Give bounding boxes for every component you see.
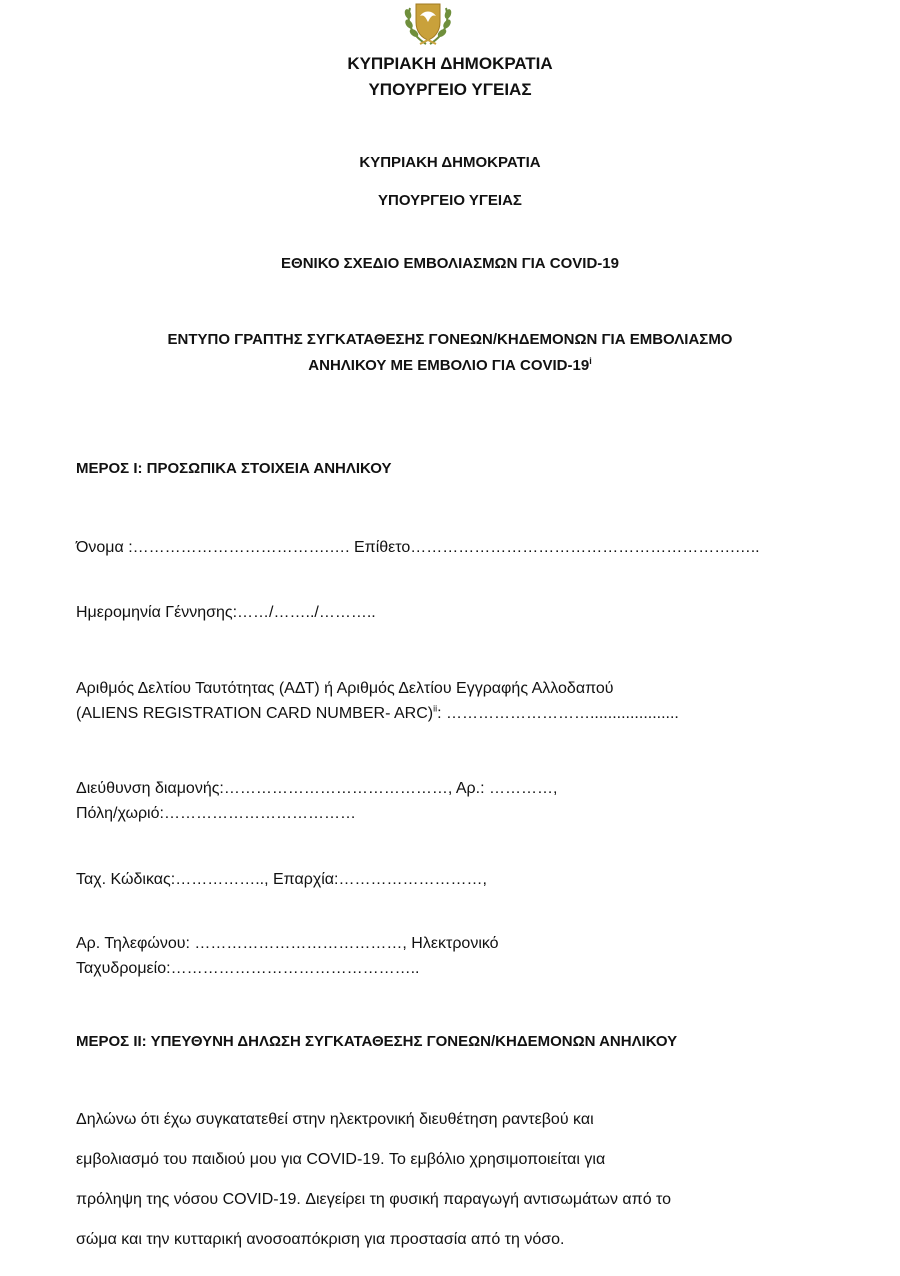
id-number-label: Αριθμός Δελτίου Ταυτότητας (ΑΔΤ) ή Αριθμός Δελτίου Εγγραφής Αλλοδαπού (76, 680, 614, 697)
consent-paragraph-line: Δηλώνω ότι έχω συγκατατεθεί στην ηλεκτρονική διευθέτηση ραντεβού και (76, 1111, 594, 1128)
header-country: ΚΥΠΡΙΑΚΗ ΔΗΜΟΚΡΑΤΙΑ (347, 54, 553, 73)
subheader-ministry: ΥΠΟΥΡΓΕΙΟ ΥΓΕΙΑΣ (378, 192, 522, 209)
date-of-birth-field: Ημερομηνία Γέννησης:……/……../……….. (76, 604, 376, 621)
coat-of-arms-emblem (396, 0, 460, 50)
city-field: Πόλη/χωριό:……………………………… (76, 805, 356, 822)
consent-paragraph-line: σώμα και την κυτταρική ανοσοαπόκριση για προστασία από τη νόσο. (76, 1231, 565, 1248)
part2-heading: ΜΕΡΟΣ ΙΙ: ΥΠΕΥΘΥΝΗ ΔΗΛΩΣΗ ΣΥΓΚΑΤΑΘΕΣΗΣ ΓΟΝΕΩΝ/ΚΗΔΕΜΟΝΩΝ ΑΝΗΛΙΚΟΥ (76, 1033, 678, 1050)
phone-field: Αρ. Τηλεφώνου: …………………………………, Ηλεκτρονικό (76, 935, 499, 952)
name-surname-field: Όνομα :……………………………….…. Επίθετο…………………………………………………….….. (76, 539, 760, 556)
vaccination-plan-title: ΕΘΝΙΚΟ ΣΧΕΔΙΟ ΕΜΒΟΛΙΑΣΜΩΝ ΓΙΑ COVID-19 (281, 255, 619, 272)
postal-district-field: Ταχ. Κώδικας:…………….., Επαρχία:………………………, (76, 871, 487, 888)
form-title-line2: ΑΝΗΛΙΚΟΥ ΜΕ ΕΜΒΟΛΙΟ ΓΙΑ COVID-19$^i$ (308, 356, 592, 374)
arc-number-field: (ALIENS REGISTRATION CARD NUMBER- ARC)$^{ii}$: ……………………….................... (76, 703, 679, 722)
consent-paragraph-line: πρόληψη της νόσου COVID-19. Διεγείρει τη φυσική παραγωγή αντισωμάτων από το (76, 1191, 672, 1208)
form-title-line1: ΕΝΤΥΠΟ ΓΡΑΠΤΗΣ ΣΥΓΚΑΤΑΘΕΣΗΣ ΓΟΝΕΩΝ/ΚΗΔΕΜΟΝΩΝ ΓΙΑ ΕΜΒΟΛΙΑΣΜΟ (167, 331, 733, 348)
footnote-marker: i (589, 356, 592, 366)
part1-heading: ΜΕΡΟΣ Ι: ΠΡΟΣΩΠΙΚΑ ΣΤΟΙΧΕΙΑ ΑΝΗΛΙΚΟΥ (76, 460, 392, 477)
address-field: Διεύθυνση διαμονής:……………………………………, Αρ.: …………, (76, 780, 558, 797)
header-ministry: ΥΠΟΥΡΓΕΙΟ ΥΓΕΙΑΣ (368, 80, 532, 99)
subheader-country: ΚΥΠΡΙΑΚΗ ΔΗΜΟΚΡΑΤΙΑ (359, 154, 541, 171)
email-field: Ταχυδρομείο:……………………………………….. (76, 960, 420, 977)
consent-paragraph-line: εμβολιασμό του παιδιού μου για COVID-19. Το εμβόλιο χρησιμοποιείται για (76, 1151, 606, 1168)
footnote-marker: ii (433, 703, 438, 714)
